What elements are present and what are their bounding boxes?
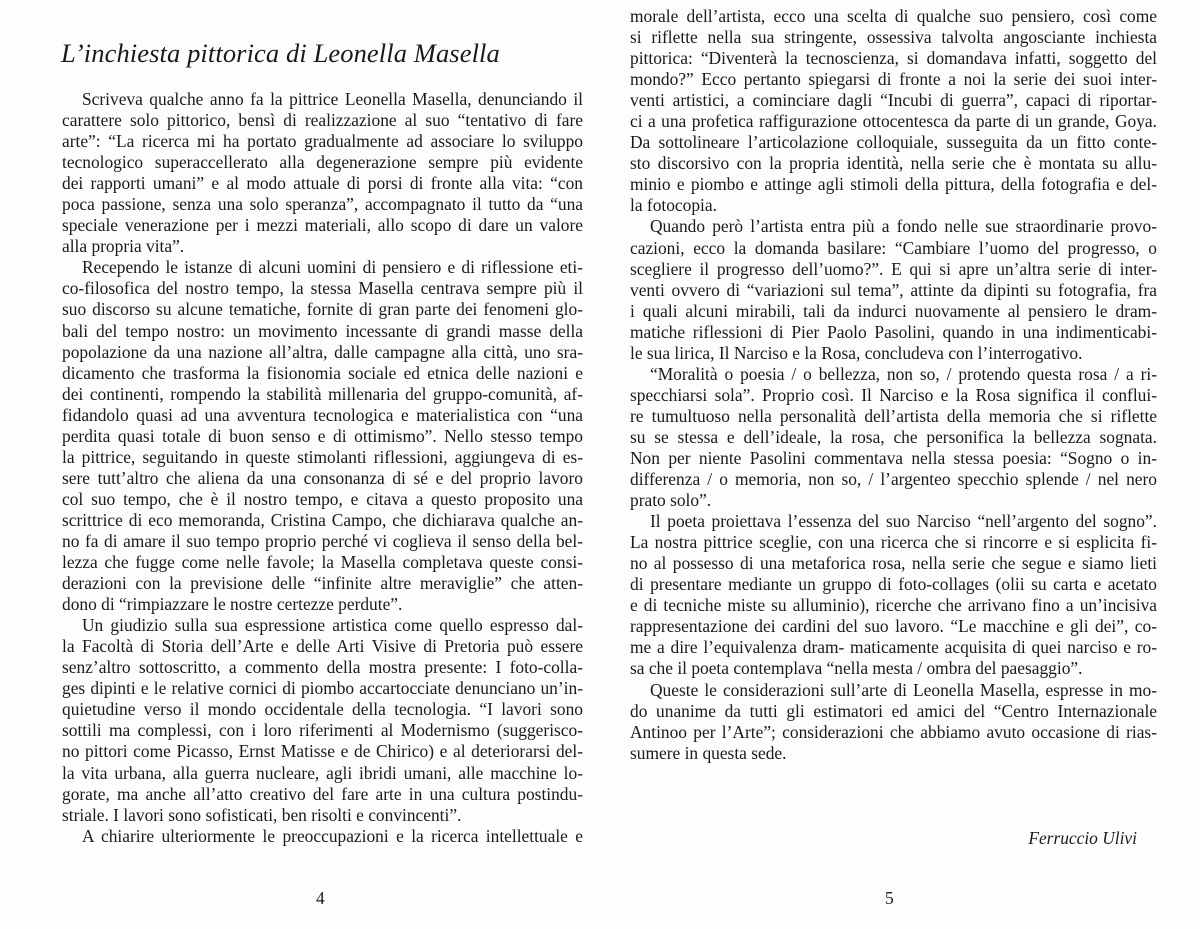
text-line: mondo?” Ecco pertanto spiegarsi di fronte a noi la serie dei suoi inter- — [630, 69, 1157, 90]
text-line: sere tutt’altro che aliena da una consonanza di sé e del proprio lavoro — [62, 467, 583, 488]
text-line: la vita urbana, alla guerra nucleare, agli ibridi umani, alle macchine lo- — [62, 762, 583, 783]
paragraph-first-line: Quando però l’artista entra più a fondo nelle sue straordinarie provo- — [650, 216, 1157, 237]
text-line: cazioni, ecco la domanda basilare: “Cambiare l’uomo del progresso, o — [630, 237, 1157, 258]
text-line: Da sottolineare l’articolazione colloquiale, susseguita da un fitto conte- — [630, 132, 1157, 153]
paragraph-first-line: Recependo le istanze di alcuni uomini di pensiero e di riflessione eti- — [82, 257, 583, 278]
text-line: bali del tempo nostro: un movimento incessante di grandi masse della — [62, 320, 583, 341]
text-line: quietudine verso il mondo occidentale della tecnologia. “I lavori sono — [62, 699, 583, 720]
paragraph-first-line: Queste le considerazioni sull’arte di Leonella Masella, espresse in mo- — [650, 679, 1157, 700]
text-line: no pittori come Picasso, Ernst Matisse e de Chirico) e al deteriorarsi del- — [62, 741, 583, 762]
paragraph-first-line: Il poeta proiettava l’essenza del suo Narciso “nell’argento del sogno”. — [650, 511, 1157, 532]
text-line: col suo tempo, che è il nostro tempo, e citava a questo proposito una — [62, 488, 583, 509]
author-signature: Ferruccio Ulivi — [1028, 828, 1137, 848]
left-text-column — [62, 89, 583, 847]
text-line: Non per niente Pasolini commentava nella stessa poesia: “Sogno o in- — [630, 447, 1157, 468]
text-line: sottili ma complessi, con i loro riferimenti al Modernismo (suggerisco- — [62, 720, 583, 741]
text-line: scegliere il progresso dell’uomo?”. E qui si apre un’altra serie di inter- — [630, 258, 1157, 279]
text-line: specchiarsi sola”. Proprio così. Il Narciso e la Rosa significa il conflui- — [630, 384, 1157, 405]
text-line: le sua lirica, Il Narciso e la Rosa, concludeva con l’interrogativo. — [630, 342, 1083, 363]
text-line: la fotocopia. — [630, 195, 717, 216]
text-line: matiche riflessioni di Pier Paolo Pasolini, quando in una indimenticabi- — [630, 321, 1157, 342]
text-line: ges dipinti e le relative cornici di piombo accartocciate denunciano un’in- — [62, 678, 583, 699]
text-line: e di tecniche miste su alluminio), ricerche che arrivano fino a un’incisiva — [630, 595, 1157, 616]
text-line: dono di “rimpiazzare le nostre certezze perdute”. — [62, 594, 403, 615]
text-line: lezza che fugge come nelle favole; la Masella completava queste consi- — [62, 552, 583, 573]
text-line: venti artistici, a cominciare dagli “Incubi di guerra”, capaci di riportar- — [630, 90, 1157, 111]
text-line: i quali alcuni mirabili, tali da indurci nuovamente al pensiero le dram- — [630, 300, 1157, 321]
text-line: sto discorsivo con la propria identità, nella serie che è montata su allu- — [630, 153, 1157, 174]
text-line: poca passione, senza una solo speranza”, accompagnato il tutto da “una — [62, 194, 583, 215]
text-line: no fa di amare il suo tempo proprio perché vi coglieva il senso della bel- — [62, 530, 583, 551]
text-line: morale dell’artista, ecco una scelta di qualche suo pensiero, così come — [630, 6, 1157, 26]
text-line: pittorica: “Diventerà la tecnoscienza, si domandava infatti, soggetto del — [630, 48, 1157, 69]
text-line: minio e piombo e attinge agli stimoli della pittura, della fotografia e del- — [630, 174, 1157, 195]
right-text-column — [630, 6, 1157, 764]
page-number-left: 4 — [316, 888, 325, 908]
text-line: tecnologico superaccellerato alla degenerazione sempre più evidente — [62, 152, 583, 173]
text-line: ci a una profetica raffigurazione ottocentesca da parte di un grande, Goya. — [630, 111, 1157, 132]
text-line: Antinoo per l’Arte”; considerazioni che abbiamo avuto occasione di rias- — [630, 721, 1157, 742]
text-line: la pittrice, seguitando in queste stimolanti riflessioni, aggiungeva di es- — [62, 446, 583, 467]
text-line: rappresentazione dei cardini del suo lavoro. “Le macchine e gli dei”, co- — [630, 616, 1157, 637]
text-line: dicamento che trasforma la fisionomia sociale ed etnica delle nazioni e — [62, 362, 583, 383]
text-line: la Facoltà di Storia dell’Arte e delle Arti Visive di Pretoria può essere — [62, 636, 583, 657]
text-line: me a dire l’equivalenza dram- maticamente acquisita di quei narciso e ro- — [630, 637, 1157, 658]
text-line: dei rapporti umani” e al modo attuale di porsi di fronte alla vita: “con — [62, 173, 583, 194]
article-title: L’inchiesta pittorica di Leonella Masella — [61, 38, 500, 68]
text-line: co-filosofica del nostro tempo, la stessa Masella centrava sempre più il — [62, 278, 583, 299]
text-line: si riflette nella sua stringente, ossessiva talvolta angosciante inchiesta — [630, 27, 1157, 48]
text-line: sumere in questa sede. — [630, 742, 787, 763]
text-line: differenza / o memoria, non so, / l’argenteo specchio splende / nel nero — [630, 469, 1157, 490]
text-line: arte”: “La ricerca mi ha portato gradualmente ad associare lo sviluppo — [62, 131, 583, 152]
text-line: sa che il poeta contemplava “nella mesta / ombra del paesaggio”. — [630, 658, 1083, 679]
paragraph-first-line: Un giudizio sulla sua espressione artistica come quello espresso dal- — [82, 615, 583, 636]
text-line: derazioni con la previsione delle “infinite altre meraviglie” che atten- — [62, 573, 583, 594]
text-line: senz’altro sottoscritto, a commento della mostra presente: I foto-colla- — [62, 657, 583, 678]
paragraph-first-line: “Moralità o poesia / o bellezza, non so, / protendo questa rosa / a ri- — [650, 363, 1157, 384]
text-line: dei continenti, rompendo la stabilità millenaria del gruppo-comunità, af- — [62, 383, 583, 404]
text-line: venti ovvero di “variazioni sul tema”, attinte da dipinti su fotografia, fra — [630, 279, 1157, 300]
text-line: speciale venerazione per i mezzi materiali, allo scopo di dare un valore — [62, 215, 583, 236]
text-line: carattere solo pittorico, bensì di realizzazione al suo “tentativo di fare — [62, 110, 583, 131]
text-line: perdita quasi totale di buon senso e di ottimismo”. Nello stesso tempo — [62, 425, 583, 446]
text-line: La nostra pittrice sceglie, con una ricerca che si rincorre e si esplicita fi- — [630, 532, 1157, 553]
text-line: striale. I lavori sono sofisticati, ben risolti e convincenti”. — [62, 804, 462, 825]
text-line: scrittrice di eco memoranda, Cristina Campo, che dichiarava qualche an- — [62, 509, 583, 530]
text-line: prato solo”. — [630, 490, 712, 511]
text-line: do unanime da tutti gli estimatori ed amici del “Centro Internazionale — [630, 700, 1157, 721]
text-line: di presentare mediante un gruppo di foto-collages (olii su carta e acetato — [630, 574, 1157, 595]
text-line: alla propria vita”. — [62, 236, 185, 257]
text-line: no al possesso di una metaforica rosa, nella serie che segue e siamo lieti — [630, 553, 1157, 574]
text-line: popolazione da una nazione all’altra, dalle campagne alla città, uno sra- — [62, 341, 583, 362]
text-line: re tumultuoso nella personalità dell’artista della memoria che si riflette — [630, 405, 1157, 426]
right-page — [600, 0, 1200, 929]
page-number-right: 5 — [885, 888, 894, 908]
text-line: suo discorso su alcune tematiche, fornite di gran parte dei fenomeni glo- — [62, 299, 583, 320]
text-line: fidandolo quasi ad una avventura tecnologica e materialistica con “una — [62, 404, 583, 425]
paragraph-first-line: Scriveva qualche anno fa la pittrice Leonella Masella, denunciando il — [82, 89, 583, 109]
paragraph-first-line: A chiarire ulteriormente le preoccupazioni e la ricerca intellettuale e — [82, 825, 583, 846]
text-line: su se stessa e dell’ideale, la rosa, che personifica la bellezza sognata. — [630, 426, 1157, 447]
text-line: gorate, ma anche all’atto creativo del fare arte in una cultura postindu- — [62, 783, 583, 804]
